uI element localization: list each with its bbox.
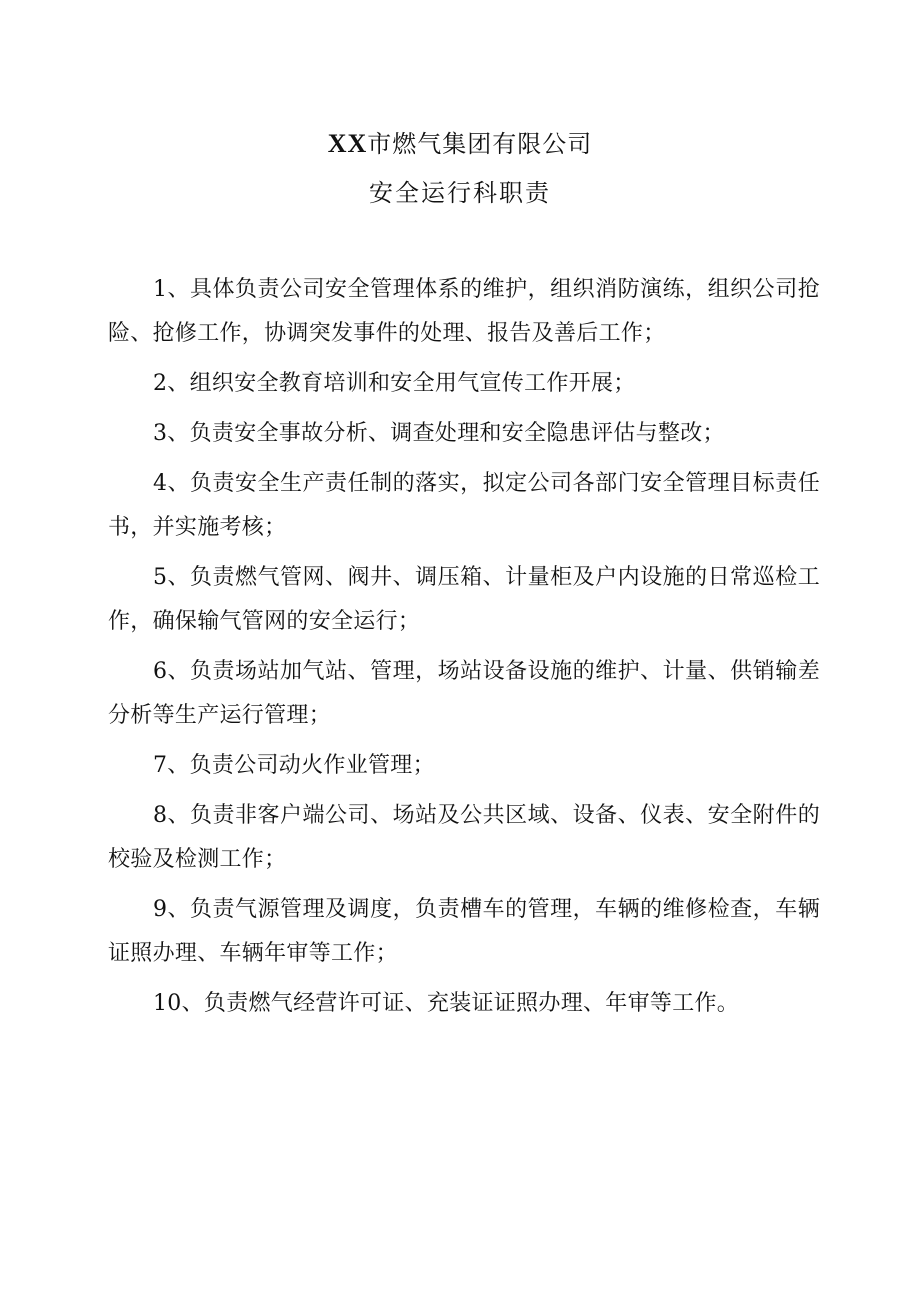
document-subtitle: 安全运行科职责: [369, 179, 551, 207]
duty-item-1: 1、具体负责公司安全管理体系的维护，组织消防演练，组织公司抢险、抢修工作，协调突发事件的处理、报告及善后工作；: [108, 277, 820, 346]
duty-item-10: 10、负责燃气经营许可证、充装证证照办理、年审等工作。: [153, 991, 740, 1016]
document-title: [0, 124, 920, 164]
duty-item-4: 4、负责安全生产责任制的落实，拟定公司各部门安全管理目标责任书，并实施考核；: [108, 471, 820, 540]
duty-item-7: 7、负责公司动火作业管理；: [153, 753, 435, 778]
duty-item-2: 2、组织安全教育培训和安全用气宣传工作开展；: [153, 371, 636, 396]
duty-item-5: 5、负责燃气管网、阀井、调压箱、计量柜及户内设施的日常巡检工作，确保输气管网的安全运行；: [108, 565, 820, 634]
title-text: 市燃气集团有限公司: [367, 130, 593, 158]
title-prefix: XX: [327, 129, 368, 158]
duties-list: [108, 268, 820, 1032]
duty-item-9: 9、负责气源管理及调度，负责槽车的管理，车辆的维修检查，车辆证照办理、车辆年审等工作；: [108, 897, 820, 966]
duty-item-6: 6、负责场站加气站、管理，场站设备设施的维护、计量、供销输差分析等生产运行管理；: [108, 659, 820, 728]
duty-item-3: 3、负责安全事故分析、调查处理和安全隐患评估与整改；: [153, 421, 725, 446]
duty-item-8: 8、负责非客户端公司、场站及公共区域、设备、仪表、安全附件的校验及检测工作；: [108, 803, 820, 872]
